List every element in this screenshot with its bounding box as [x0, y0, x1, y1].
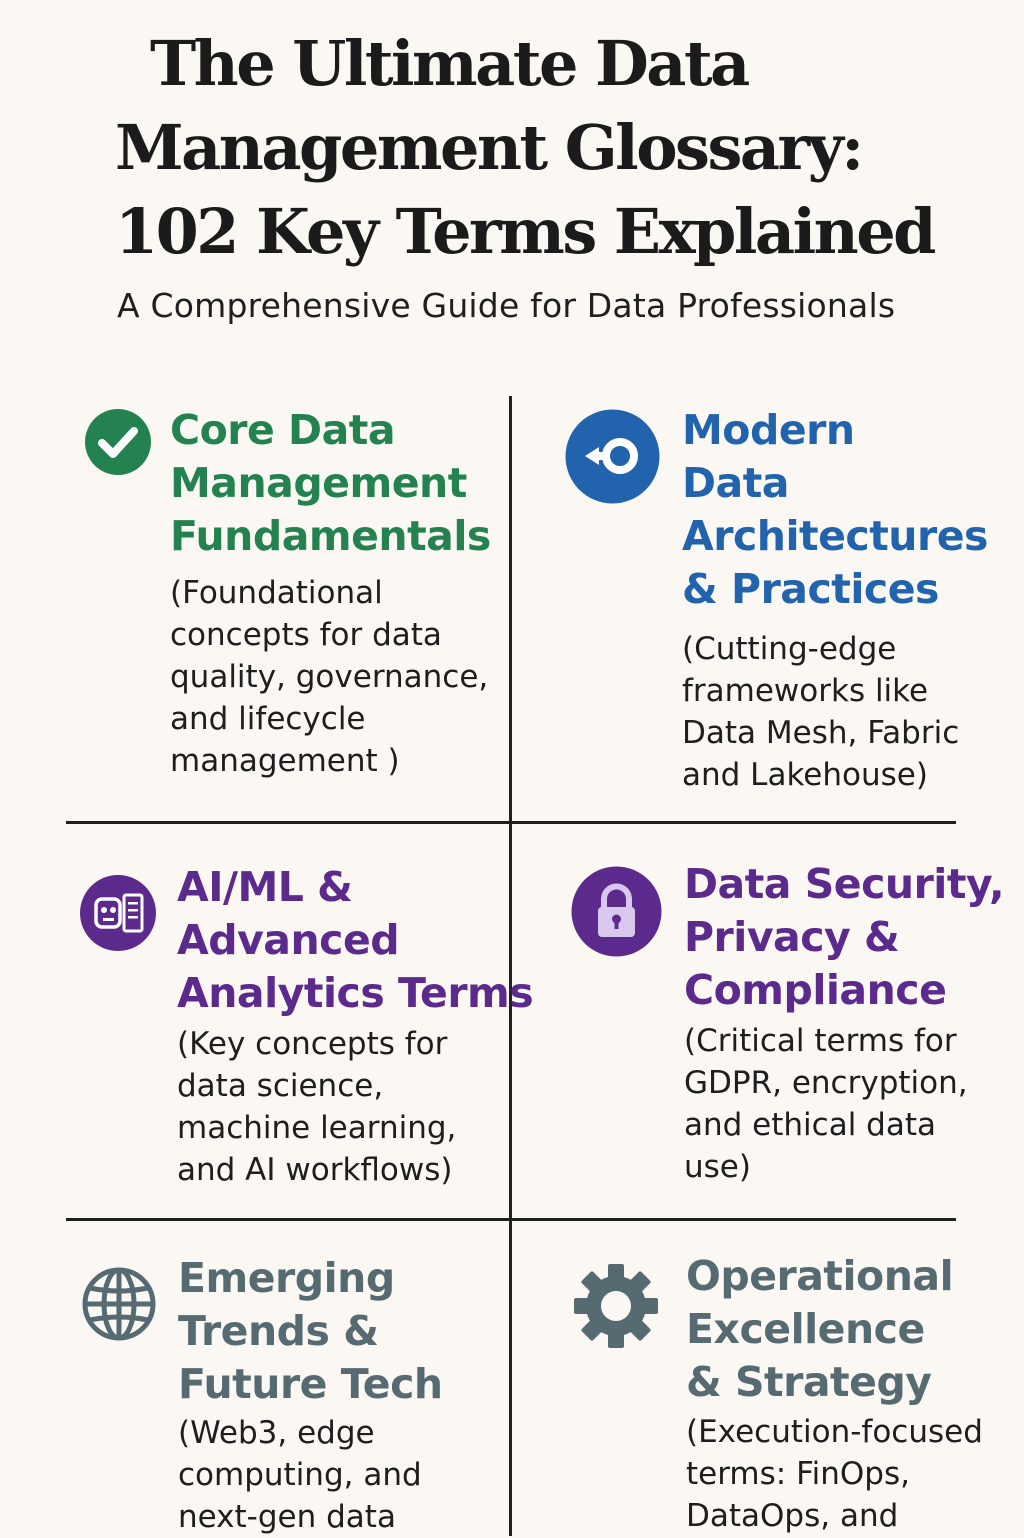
section-heading: [177, 861, 533, 1020]
description-line: next-gen data: [178, 1499, 396, 1535]
title-line-1: The Ultimate Data: [150, 27, 748, 100]
heading-line: Core Data: [170, 406, 396, 454]
heading-line: Data: [682, 459, 789, 507]
grid-divider-horizontal-1: [66, 821, 956, 824]
heading-line: Operational: [686, 1252, 954, 1300]
page-title: [115, 22, 995, 274]
description-line: (Key concepts for: [177, 1026, 448, 1062]
title-line-2: Management Glossary:: [115, 111, 862, 184]
description-line: and Lakehouse): [682, 757, 928, 793]
description-line: GDPR, encryption,: [684, 1065, 968, 1101]
heading-line: Data Security,: [684, 860, 1005, 908]
heading-line: Privacy &: [684, 913, 900, 961]
heading-line: Future Tech: [178, 1360, 443, 1408]
description-line: terms: FinOps,: [686, 1456, 910, 1492]
heading-line: Management: [170, 459, 467, 507]
section-description: [686, 1411, 983, 1537]
description-line: (Critical terms for: [684, 1023, 957, 1059]
lock-icon: [571, 866, 662, 957]
section-description: [682, 628, 959, 796]
section-heading: [684, 858, 1004, 1017]
page-subtitle: A Comprehensive Guide for Data Professionals: [117, 286, 896, 325]
section-heading: [686, 1250, 953, 1409]
heading-line: Architectures: [682, 512, 988, 560]
data-flow-icon: [565, 409, 660, 504]
description-line: concepts for data: [170, 617, 442, 653]
description-line: Data Mesh, Fabric: [682, 715, 960, 751]
description-line: DataOps, and: [686, 1498, 899, 1534]
heading-line: Fundamentals: [170, 512, 491, 560]
heading-line: Trends &: [178, 1307, 379, 1355]
section-heading: [170, 404, 491, 563]
description-line: and AI workflows): [177, 1152, 453, 1188]
section-description: [178, 1412, 422, 1538]
heading-line: Compliance: [684, 966, 947, 1014]
heading-line: AI/ML &: [177, 863, 353, 911]
grid-divider-horizontal-2: [66, 1218, 956, 1221]
heading-line: Modern: [682, 406, 855, 454]
heading-line: & Strategy: [686, 1358, 932, 1406]
section-heading: [682, 404, 988, 616]
gear-icon: [572, 1262, 660, 1350]
description-line: machine learning,: [177, 1110, 457, 1146]
description-line: management ): [170, 743, 400, 779]
check-circle-icon: [84, 408, 152, 476]
heading-line: Emerging: [178, 1254, 395, 1302]
section-description: [170, 572, 488, 782]
description-line: computing, and: [178, 1457, 422, 1493]
description-line: data science,: [177, 1068, 384, 1104]
heading-line: & Practices: [682, 565, 939, 613]
robot-icon: [79, 874, 157, 952]
globe-icon: [81, 1266, 157, 1342]
section-description: [177, 1023, 456, 1191]
description-line: and ethical data: [684, 1107, 936, 1143]
description-line: quality, governance,: [170, 659, 489, 695]
description-line: and lifecycle: [170, 701, 366, 737]
title-line-3: 102 Key Terms Explained: [115, 195, 935, 268]
section-heading: [178, 1252, 443, 1411]
description-line: (Cutting-edge: [682, 631, 897, 667]
description-line: (Execution-focused: [686, 1414, 983, 1450]
heading-line: Analytics Terms: [177, 969, 534, 1017]
section-description: [684, 1020, 968, 1188]
description-line: frameworks like: [682, 673, 929, 709]
heading-line: Advanced: [177, 916, 400, 964]
description-line: (Foundational: [170, 575, 383, 611]
description-line: (Web3, edge: [178, 1415, 375, 1451]
heading-line: Excellence: [686, 1305, 925, 1353]
description-line: use): [684, 1149, 751, 1185]
